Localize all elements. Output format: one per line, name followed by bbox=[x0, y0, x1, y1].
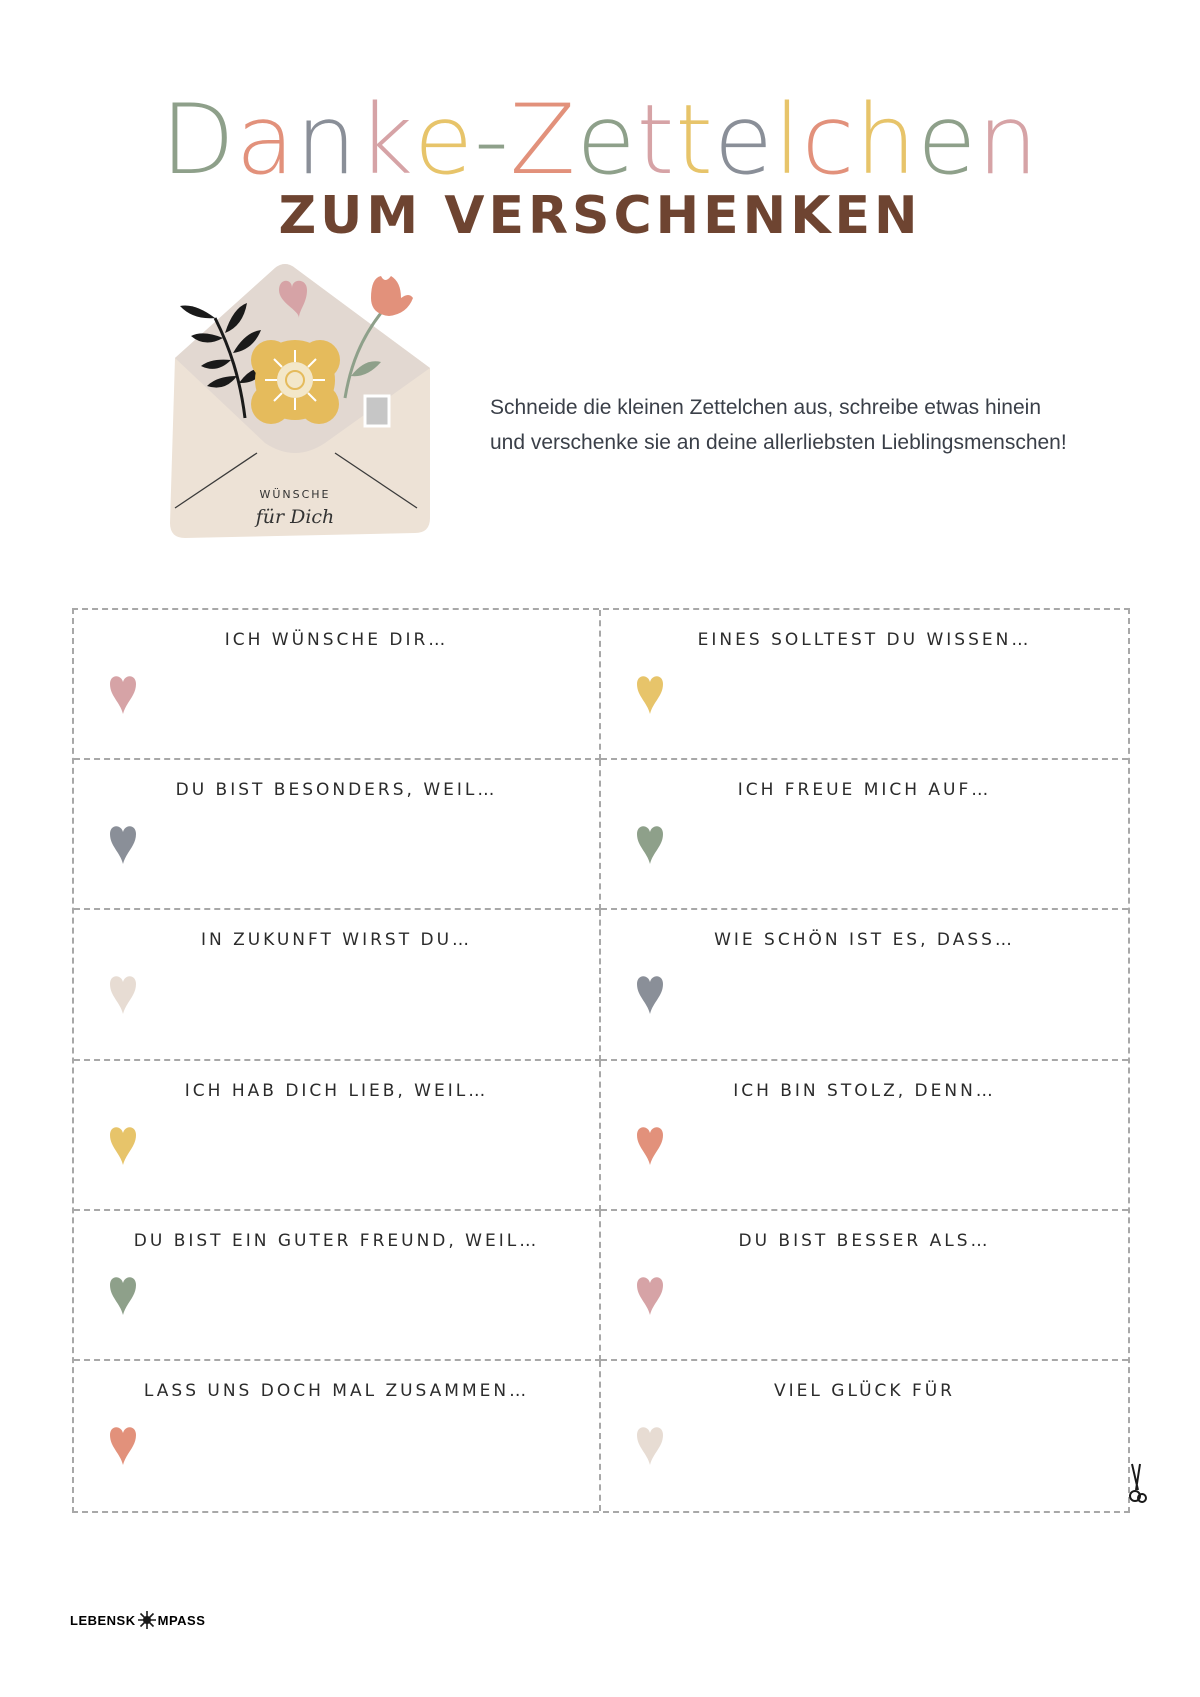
instructions-text bbox=[490, 390, 1090, 460]
note-card-prompt: ICH FREUE MICH AUF… bbox=[737, 780, 992, 801]
title-letter: h bbox=[855, 84, 918, 196]
note-card-prompt: EINES SOLLTEST DU WISSEN… bbox=[697, 630, 1032, 650]
envelope-label-top: WÜNSCHE bbox=[259, 488, 331, 501]
title-letter: Z bbox=[509, 84, 577, 196]
note-card-prompt: ICH BIN STOLZ, DENN… bbox=[733, 1080, 996, 1101]
heart-icon bbox=[635, 972, 665, 1016]
envelope-label-script: für Dich bbox=[255, 506, 335, 528]
envelope-illustration bbox=[145, 258, 445, 548]
brand-logo bbox=[70, 1610, 205, 1630]
note-card-prompt: ICH HAB DICH LIEB, WEIL… bbox=[184, 1080, 489, 1101]
page-title bbox=[0, 84, 1200, 196]
logo-text-right: MPASS bbox=[157, 1612, 206, 1628]
heart-icon bbox=[635, 822, 665, 866]
compass-icon bbox=[137, 1610, 157, 1630]
title-letter: t bbox=[675, 84, 714, 196]
instructions-line-1: Schneide die kleinen Zettelchen aus, schreibe etwas hinein bbox=[490, 396, 1042, 419]
note-card bbox=[74, 760, 601, 910]
note-card bbox=[601, 1061, 1128, 1211]
title-letter: k bbox=[357, 84, 415, 196]
heart-icon bbox=[108, 1423, 138, 1467]
note-card bbox=[74, 1361, 601, 1511]
note-card-prompt: DU BIST BESONDERS, WEIL… bbox=[175, 780, 498, 801]
note-card-prompt: DU BIST EIN GUTER FREUND, WEIL… bbox=[133, 1230, 540, 1251]
title-letter: e bbox=[414, 84, 475, 196]
heart-icon bbox=[108, 1123, 138, 1167]
title-letter: e bbox=[713, 84, 774, 196]
title-letter: n bbox=[295, 84, 358, 196]
note-card-prompt: IN ZUKUNFT WIRST DU… bbox=[200, 930, 473, 951]
note-card bbox=[74, 1061, 601, 1211]
note-card bbox=[601, 760, 1128, 910]
title-letter: n bbox=[977, 84, 1040, 196]
title-letter: c bbox=[801, 84, 856, 196]
flower-icon bbox=[251, 340, 340, 424]
note-cards-grid bbox=[72, 608, 1130, 1513]
instructions-line-2: und verschenke sie an deine allerliebsten Lieblingsmenschen! bbox=[490, 431, 1067, 454]
scissors-icon bbox=[1126, 1462, 1148, 1504]
heart-icon bbox=[108, 822, 138, 866]
note-card-prompt: ICH WÜNSCHE DIR… bbox=[224, 630, 449, 650]
page-subtitle: ZUM VERSCHENKEN bbox=[278, 186, 922, 246]
title-letter: D bbox=[160, 84, 236, 196]
heart-icon bbox=[108, 672, 138, 716]
note-card bbox=[74, 610, 601, 760]
note-card bbox=[74, 910, 601, 1060]
heart-icon bbox=[635, 1123, 665, 1167]
note-card bbox=[601, 610, 1128, 760]
note-card bbox=[601, 910, 1128, 1060]
logo-text-left: LEBENSK bbox=[70, 1612, 136, 1628]
heart-icon bbox=[635, 1273, 665, 1317]
note-card-prompt: WIE SCHÖN IST ES, DASS… bbox=[714, 930, 1015, 951]
title-letter: e bbox=[576, 84, 637, 196]
heart-icon bbox=[108, 1273, 138, 1317]
title-letter: t bbox=[636, 84, 676, 196]
title-letter: e bbox=[917, 84, 978, 196]
title-letter: a bbox=[235, 84, 296, 196]
title-letter: - bbox=[474, 84, 510, 196]
note-card-prompt: DU BIST BESSER ALS… bbox=[738, 1230, 991, 1251]
note-card-prompt: LASS UNS DOCH MAL ZUSAMMEN… bbox=[143, 1380, 530, 1401]
note-card bbox=[601, 1361, 1128, 1511]
note-card-prompt: VIEL GLÜCK FÜR bbox=[774, 1380, 955, 1401]
note-card bbox=[74, 1211, 601, 1361]
note-card bbox=[601, 1211, 1128, 1361]
heart-icon bbox=[108, 972, 138, 1016]
title-letter: l bbox=[773, 84, 802, 196]
heart-icon bbox=[635, 1423, 665, 1467]
heart-icon bbox=[635, 672, 665, 716]
